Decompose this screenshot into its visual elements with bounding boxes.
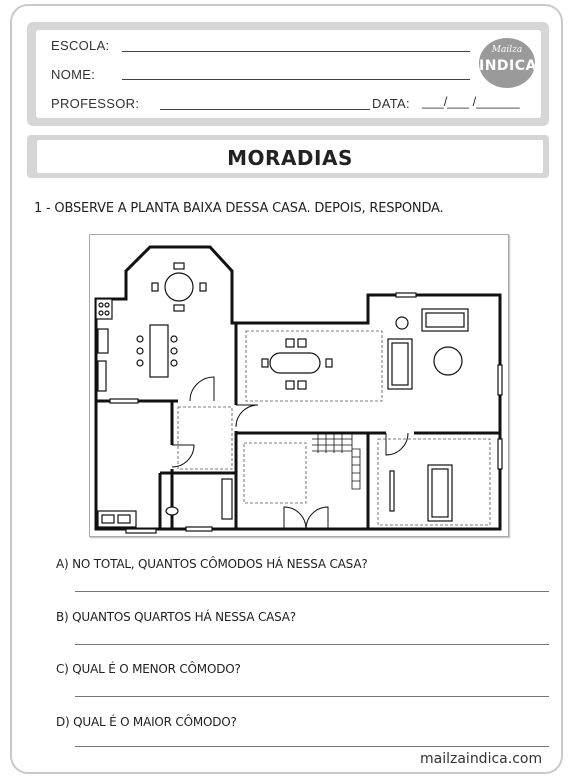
logo [479, 38, 535, 88]
page-title: MORADIAS [227, 146, 353, 170]
name-label: NOME: [51, 67, 96, 82]
instruction: 1 - OBSERVE A PLANTA BAIXA DESSA CASA. DEPOIS, RESPONDA. [34, 201, 444, 216]
floor-plan [89, 234, 509, 537]
question-a: A) NO TOTAL, QUANTOS CÔMODOS HÁ NESSA CASA? [56, 557, 368, 571]
date-label: DATA: [372, 96, 410, 111]
floor-plan-drawing [90, 235, 508, 536]
logo-top-text: Mailza [491, 45, 523, 55]
question-b: B) QUANTOS QUARTOS HÁ NESSA CASA? [56, 610, 296, 624]
question-d: D) QUAL É O MAIOR CÔMODO? [56, 715, 237, 729]
date-field[interactable]: ___/___ /______ [422, 94, 520, 109]
school-field[interactable] [122, 51, 470, 52]
school-label: ESCOLA: [51, 38, 110, 53]
logo-bottom-text: INDICA [479, 58, 537, 74]
answer-line-a[interactable] [75, 591, 549, 592]
footer-url: mailzaindica.com [420, 751, 543, 767]
teacher-label: PROFESSOR: [51, 96, 140, 111]
name-field[interactable] [122, 79, 470, 80]
answer-line-b[interactable] [75, 644, 549, 645]
answer-line-c[interactable] [75, 696, 549, 697]
question-c: C) QUAL É O MENOR CÔMODO? [56, 662, 241, 676]
teacher-field[interactable] [160, 109, 370, 110]
answer-line-d[interactable] [75, 746, 549, 747]
